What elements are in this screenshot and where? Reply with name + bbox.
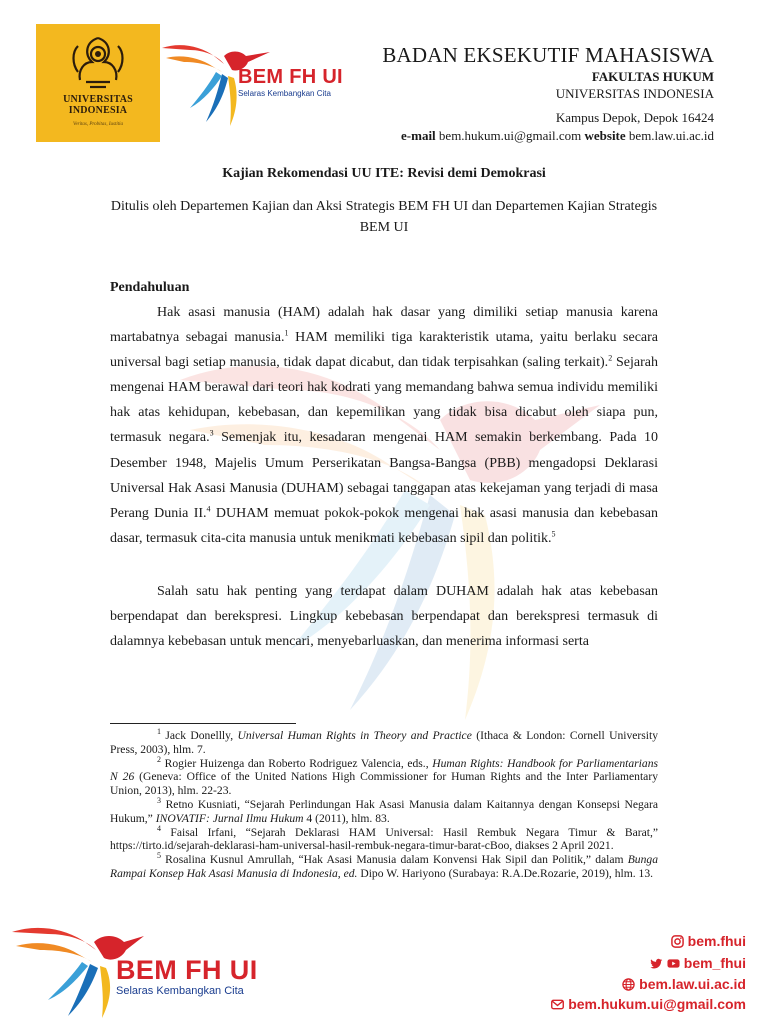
website-label: website [584,128,626,143]
footnote-item: $^4$ Faisal Irfani, “Sejarah Deklarasi HAM Universal: Hasil Rembuk Negara Timur & Barat,” https://tirto.id/sejarah-deklarasi-ham-universal-hasil-rembuk-negara-timur-barat-cBoo, diakses 2 April 2021. [110,823,658,853]
footnote-ref[interactable]: 1 [284,328,289,338]
footnotes [110,729,658,881]
contact-line [401,128,714,144]
faculty-name: FAKULTAS HUKUM [591,69,714,84]
footnote-item: $^3$ Retno Kusniati, “Sejarah Perlindungan Hak Asasi Manusia dalam Kaitannya dengan Konsepsi Negara Hukum,” INOVATIF: Jurnal Ilmu Hukum 4 (2011), hlm. 83. [110,796,658,825]
document-authors: Ditulis oleh Departemen Kajian dan Aksi Strategis BEM FH UI dan Departemen Kajian Strategis BEM UI [110,199,658,235]
university-name: UNIVERSITAS INDONESIA [63,94,133,116]
paragraph-intro: Hak asasi manusia (HAM) adalah hak dasar yang dimiliki setiap manusia karena martabatnya sebagai manusia.$^1$ HAM memiliki tiga karakteristik utama, yaitu berlaku secara universal bagi setiap manusia, tidak dapat dicabut, dan tidak terpisahkan (saling terkait).$^2$ Sejarah mengenai HAM berawal dari teori hak kodrati yang memandang bahwa semua individu memiliki hak atas kehidupan, kebebasan, dan kepemilikan yang tidak bisa dicabut oleh siapa pun, termasuk negara.$^3$ Semenjak itu, kesadaran mengenai HAM semakin berkembang. Pada 10 Desember 1948, Majelis Umum Perserikatan Bangsa-Bangsa (PBB) mengadopsi Deklarasi Universal Hak Asasi Manusia (DUHAM) sebagai tanggapan atas kekejaman yang terjadi di masa Perang Dunia II.$^4$ DUHAM memuat pokok-pokok mengenai hak asasi manusia dan kebebasan dasar, termasuk cita-cita manusia untuk menikmati kebebasan sipil dan politik.$^5$ [110,305,659,546]
instagram-icon [671,935,684,948]
paragraph-duham: Salah satu hak penting yang terdapat dalam DUHAM adalah hak atas kebebasan berpendapat dan berekspresi. Lingkup kebebasan berpendapat dan berekspresi termasuk di dalamnya kebebasan untuk mencari, menyebarluaskan, dan menerima informasi serta [110,584,658,650]
email-link[interactable]: bem.hukum.ui@gmail.com [438,128,582,143]
website-link[interactable]: bem.law.ui.ac.id [628,128,714,143]
footnote-ref[interactable]: 3 [209,428,214,438]
org-title: BADAN EKSEKUTIF MAHASISWA [382,43,714,67]
footnote-ref[interactable]: 5 [551,529,556,539]
mail-icon [551,998,564,1011]
footnote-ref[interactable]: 4 [206,504,211,514]
globe-icon [622,978,635,991]
instagram-link[interactable]: bem.fhui [671,933,746,949]
document-title: Kajian Rekomendasi UU ITE: Revisi demi Demokrasi [222,166,546,181]
email-label: e-mail [401,128,436,143]
youtube-icon [667,957,680,970]
footnote-item: $^2$ Rogier Huizenga dan Roberto Rodriguez Valencia, eds., Human Rights: Handbook for Parliamentarians N 26 (Geneva: Office of the United Nations High Commissioner for Human Rights and the Inter Parliamentary Union, 2013), hlm. 22-23. [110,754,658,798]
twitter-youtube-link[interactable]: bem_fhui [650,955,746,971]
bem-footer-tagline: Selaras Kembangkan Cita [116,985,244,997]
twitter-icon [650,957,663,970]
address: Kampus Depok, Depok 16424 [555,110,714,125]
footnote-ref[interactable]: 2 [608,353,613,363]
email-footer-link[interactable]: bem.hukum.ui@gmail.com [551,996,746,1012]
bem-tagline: Selaras Kembangkan Cita [238,89,331,98]
university-logo [36,24,160,142]
section-heading: Pendahuluan [110,280,190,295]
makara-emblem-icon [48,32,148,92]
bem-footer-logo-text: BEM FH UI [116,955,258,985]
university-motto: Veritas, Probitas, Iustitia [72,122,124,127]
university-name-header: UNIVERSITAS INDONESIA [555,86,714,101]
footnote-separator [110,723,296,724]
bem-logo-text: BEM FH UI [238,66,343,88]
website-footer-link[interactable]: bem.law.ui.ac.id [622,976,746,992]
footnote-item: $^5$ Rosalina Kusnul Amrullah, “Hak Asasi Manusia dalam Konvensi Hak Sipil dan Politik,” dalam Bunga Rampai Konsep Hak Asasi Manusia di Indonesia, ed. Dipo W. Hariyono (Surabaya: R.A.De.Rozarie, 2019), hlm. 13. [110,851,658,880]
footnote-item: $^1$ Jack Donellly, Universal Human Rights in Theory and Practice (Ithaca & London: Cornell University Press, 2003), hlm. 7. [110,727,659,756]
